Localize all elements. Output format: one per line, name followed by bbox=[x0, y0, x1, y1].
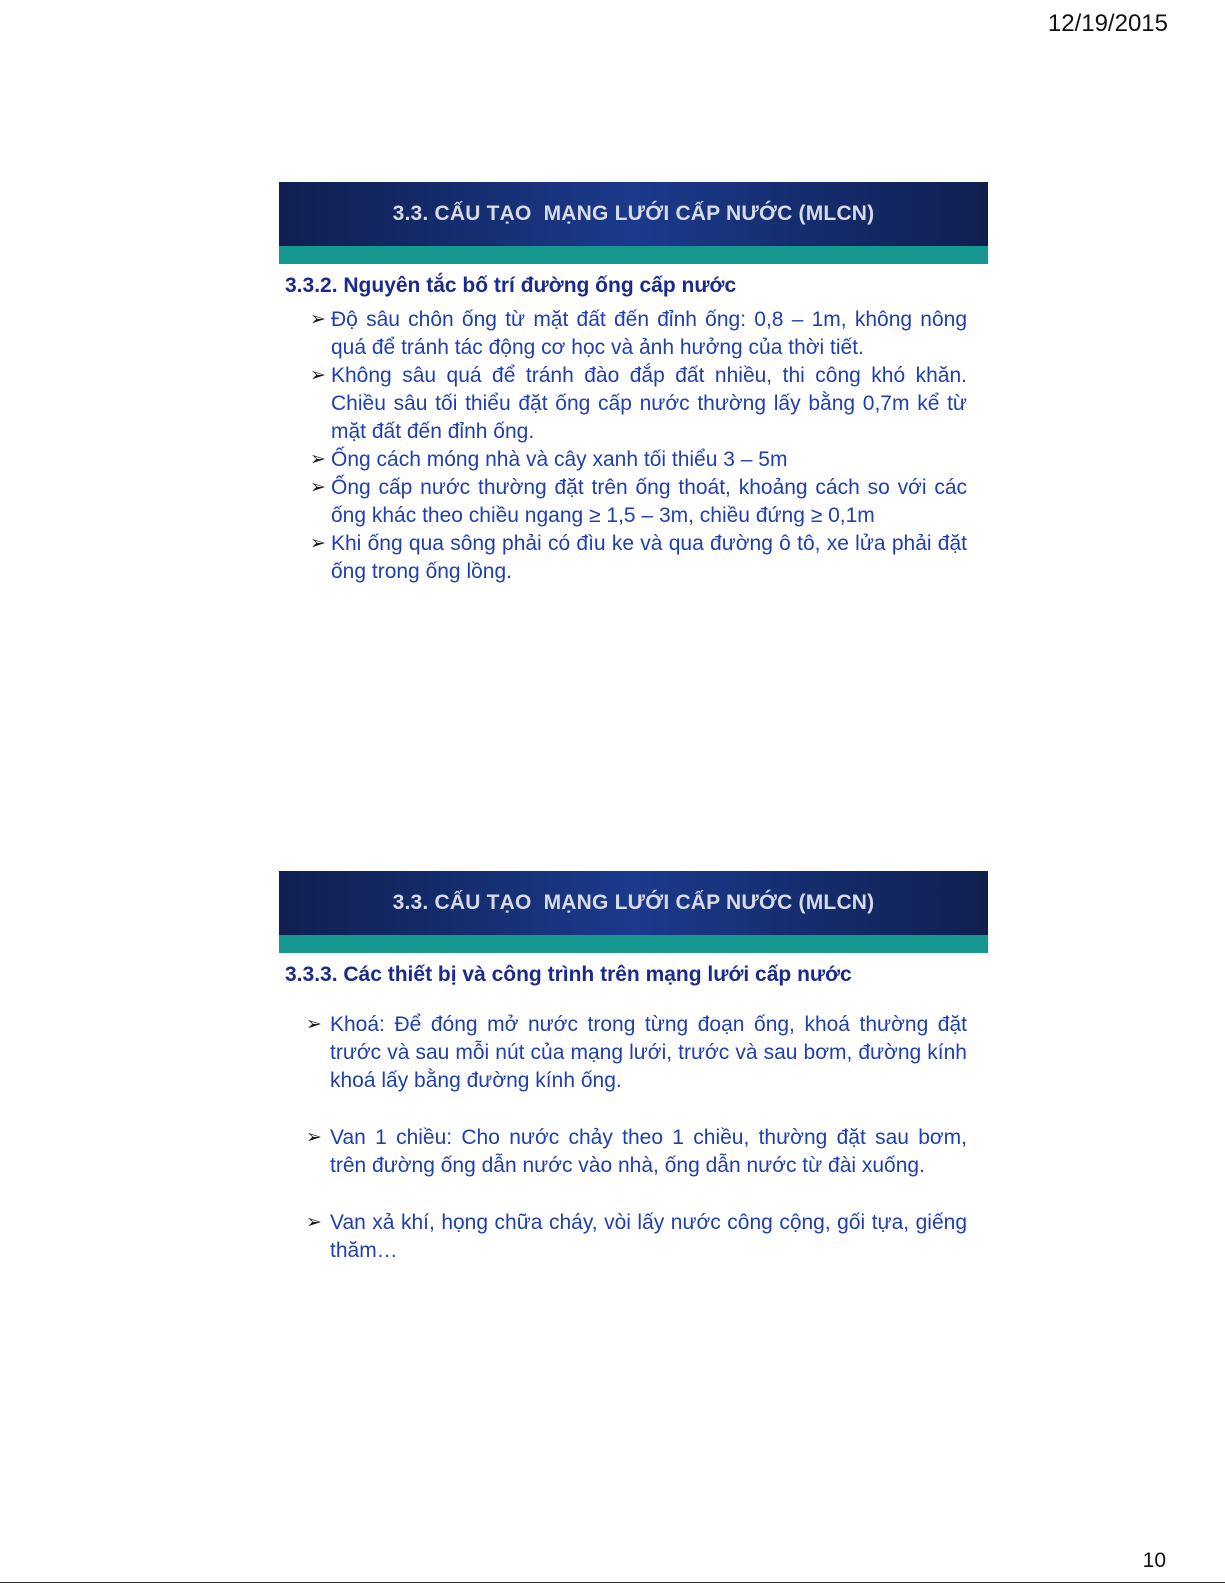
arrow-bullet-icon: ➢ bbox=[306, 1014, 322, 1035]
bullet-list bbox=[279, 1011, 988, 1265]
header-band bbox=[279, 182, 988, 246]
section-heading: 3.3.3. Các thiết bị và công trình trên mạng lưới cấp nước bbox=[285, 963, 852, 986]
slide-1 bbox=[279, 182, 988, 586]
list-item-text: Van xả khí, họng chữa cháy, vòi lấy nước công cộng, gối tựa, giếng thăm… bbox=[330, 1211, 967, 1262]
list-item bbox=[310, 474, 967, 530]
list-item-text: Độ sâu chôn ống từ mặt đất đến đỉnh ống: 0,8 – 1m, không nông quá để tránh tác động cơ học và ảnh hưởng của thời tiết. bbox=[331, 308, 967, 359]
page-date: 12/19/2015 bbox=[1047, 10, 1168, 37]
list-item bbox=[310, 530, 967, 586]
slide-2 bbox=[279, 871, 988, 1294]
arrow-bullet-icon: ➢ bbox=[306, 1212, 322, 1233]
list-item bbox=[306, 1011, 967, 1095]
list-item-text: Ống cấp nước thường đặt trên ống thoát, khoảng cách so với các ống khác theo chiều ngang ≥ 1,5 – 3m, chiều đứng ≥ 0,1m bbox=[331, 476, 967, 527]
arrow-bullet-icon: ➢ bbox=[310, 309, 326, 330]
list-item bbox=[310, 446, 967, 474]
list-item bbox=[310, 306, 967, 362]
list-item-text: Khi ống qua sông phải có đìu ke và qua đường ô tô, xe lửa phải đặt ống trong ống lồng. bbox=[331, 532, 967, 583]
list-item-text: Khoá: Để đóng mở nước trong từng đoạn ống, khoá thường đặt trước và sau mỗi nút của mạng lưới, trước và sau bơm, đường kính khoá lấy bằng đường kính ống. bbox=[330, 1013, 967, 1092]
list-item-text: Van 1 chiều: Cho nước chảy theo 1 chiều, thường đặt sau bơm, trên đường ống dẫn nước vào nhà, ống dẫn nước từ đài xuống. bbox=[330, 1126, 967, 1177]
header-stripe bbox=[279, 246, 988, 264]
list-item bbox=[306, 1209, 967, 1265]
arrow-bullet-icon: ➢ bbox=[306, 1127, 322, 1148]
list-item-text: Ống cách móng nhà và cây xanh tối thiểu 3 – 5m bbox=[331, 448, 788, 471]
header-band bbox=[279, 871, 988, 935]
slide-title: 3.3. CẤU TẠO MẠNG LƯỚI CẤP NƯỚC (MLCN) bbox=[392, 891, 875, 914]
arrow-bullet-icon: ➢ bbox=[310, 477, 326, 498]
arrow-bullet-icon: ➢ bbox=[310, 365, 326, 386]
bottom-divider bbox=[0, 1582, 1225, 1583]
list-item bbox=[310, 362, 967, 446]
page-number: 10 bbox=[1142, 1549, 1166, 1572]
slide-header bbox=[279, 182, 988, 264]
slide-title: 3.3. CẤU TẠO MẠNG LƯỚI CẤP NƯỚC (MLCN) bbox=[392, 202, 875, 225]
list-item-text: Không sâu quá để tránh đào đắp đất nhiều, thi công khó khăn. Chiều sâu tối thiểu đặt ống cấp nước thường lấy bằng 0,7m kể từ mặt đất đến đỉnh ống. bbox=[331, 364, 967, 443]
bullet-list bbox=[279, 306, 988, 586]
arrow-bullet-icon: ➢ bbox=[310, 449, 326, 470]
slide-header bbox=[279, 871, 988, 953]
list-item bbox=[306, 1124, 967, 1180]
arrow-bullet-icon: ➢ bbox=[310, 533, 326, 554]
section-heading: 3.3.2. Nguyên tắc bố trí đường ống cấp nước bbox=[285, 274, 737, 297]
header-stripe bbox=[279, 935, 988, 953]
